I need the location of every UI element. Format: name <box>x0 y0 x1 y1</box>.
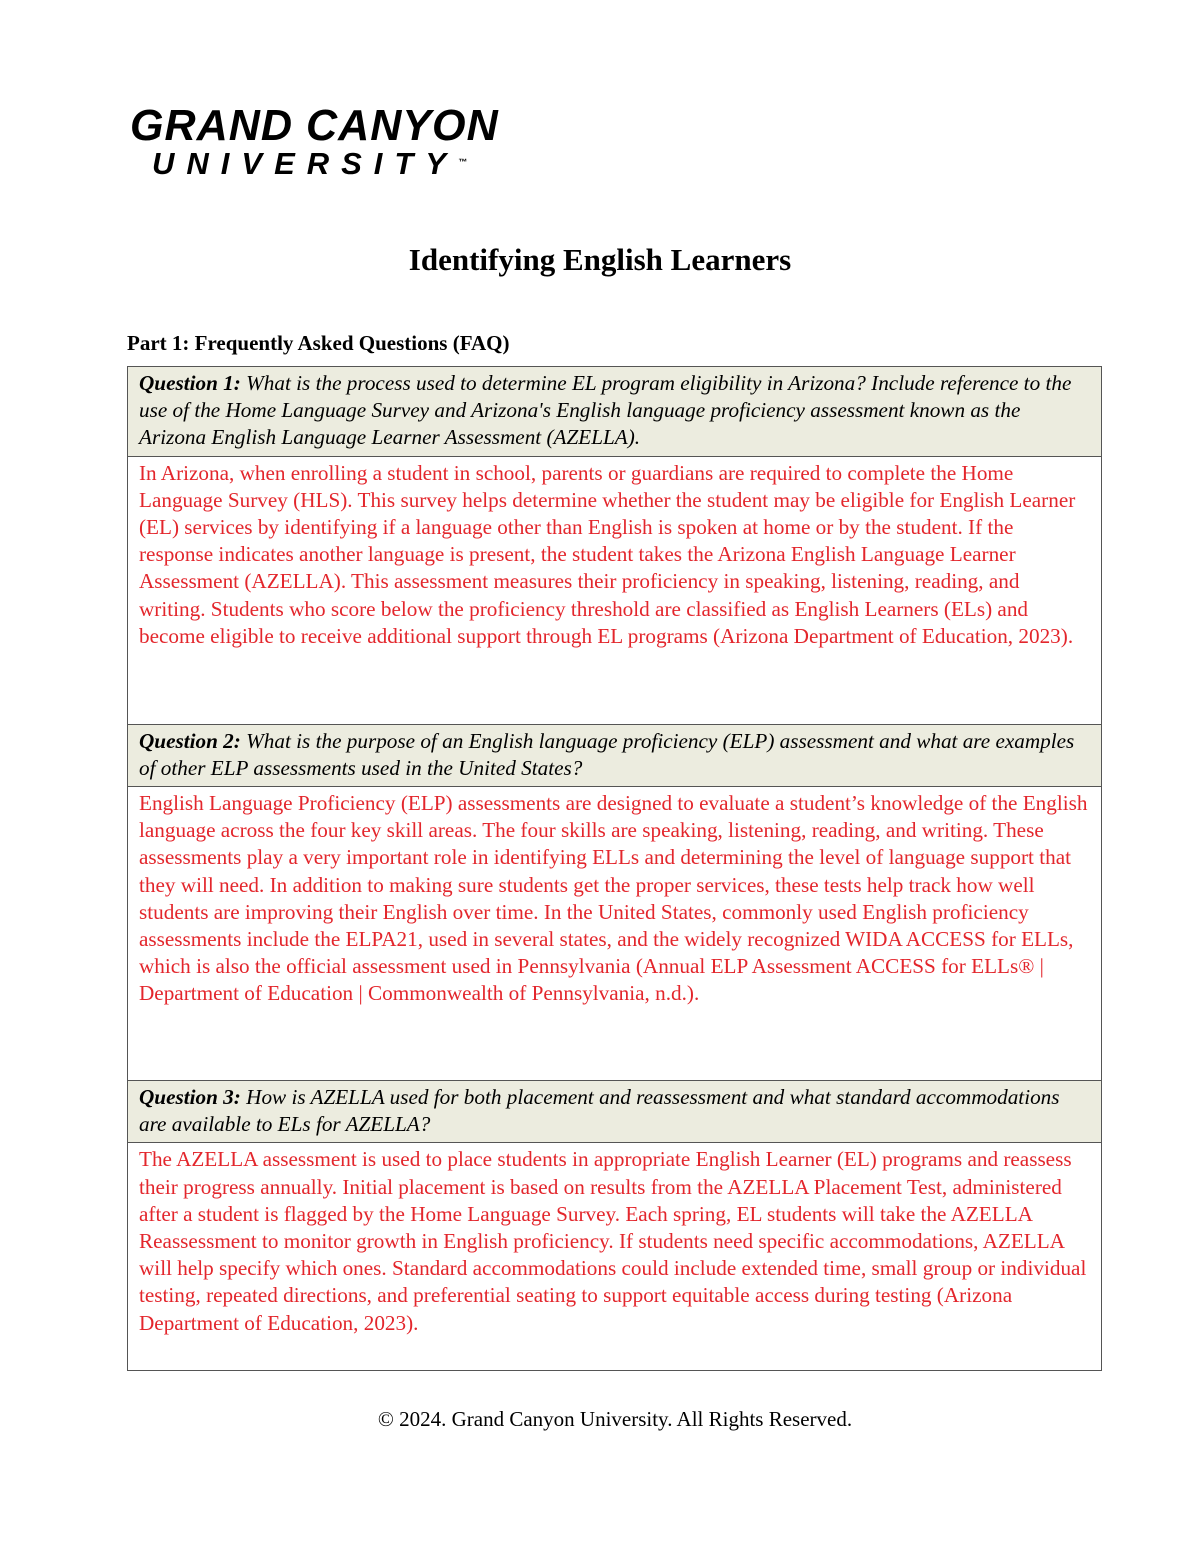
answer-row <box>128 456 1102 724</box>
logo-wordmark-line1: GRAND CANYON <box>130 101 499 150</box>
part-heading: Part 1: Frequently Asked Questions (FAQ) <box>127 331 510 355</box>
question-row <box>128 724 1102 786</box>
university-logo <box>130 101 499 183</box>
logo-wordmark-line2 <box>152 147 467 181</box>
question-2-label: Question 2: <box>139 728 241 753</box>
question-row <box>128 367 1102 457</box>
answer-1-text: In Arizona, when enrolling a student in school, parents or guardians are required to complete the Home Language Survey (HLS). This survey helps determine whether the student may be eligible for English Learner (EL) services by identifying if a language other than English is spoken at home or by the student. If the response indicates another language is present, the student takes the Arizona English Language Learner Assessment (AZELLA). This assessment measures their proficiency in speaking, listening, reading, and writing. Students who score below the proficiency threshold are classified as English Learners (ELs) and become eligible to receive additional support through EL programs (Arizona Department of Education, 2023). <box>139 460 1076 648</box>
question-2-cell <box>128 724 1102 786</box>
question-1-text: What is the process used to determine EL program eligibility in Arizona? Include reference to the use of the Home Language Survey and Arizona's English language proficiency assessment known as the Arizona English Language Learner Assessment (AZELLA). <box>139 371 1072 450</box>
answer-row <box>128 1143 1102 1371</box>
question-3-text: How is AZELLA used for both placement and reassessment and what standard accommodations are available to ELs for AZELLA? <box>139 1085 1060 1137</box>
faq-table <box>127 366 1102 1371</box>
question-1-label: Question 1: <box>139 371 241 395</box>
logo-wordmark-university: UNIVERSITY <box>152 146 459 181</box>
question-1-cell <box>128 367 1102 457</box>
answer-3-cell <box>128 1143 1102 1371</box>
answer-row <box>128 787 1102 1081</box>
question-2-text: What is the purpose of an English language proficiency (ELP) assessment and what are examples of other ELP assessments used in the United States? <box>139 728 1075 780</box>
logo-trademark: ™ <box>458 157 468 167</box>
copyright-footer: © 2024. Grand Canyon University. All Rights Reserved. <box>377 1407 853 1431</box>
answer-1-cell <box>128 456 1102 724</box>
question-row <box>128 1081 1102 1143</box>
answer-2-text: English Language Proficiency (ELP) assessments are designed to evaluate a student’s knowledge of the English language across the four key skill areas. The four skills are speaking, listening, reading, and writing. These assessments play a very important role in identifying ELLs and determining the level of language support that they will need. In addition to making sure students get the proper services, these tests help track how well students are improving their English over time. In the United States, commonly used English proficiency assessments include the ELPA21, used in several states, and the widely recognized WIDA ACCESS for ELLs, which is also the official assessment used in Pennsylvania (Annual ELP Assessment ACCESS for ELLs® | Department of Education | Commonwealth of Pennsylvania, n.d.). <box>139 791 1088 1006</box>
answer-3-text: The AZELLA assessment is used to place students in appropriate English Learner (EL) programs and reassess their progress annually. Initial placement is based on results from the AZELLA Placement Test, administered after a student is flagged by the Home Language Survey. Each spring, EL students will take the AZELLA Reassessment to monitor growth in English proficiency. If students need specific accommodations, AZELLA will help specify which ones. Standard accommodations could include extended time, small group or individual testing, repeated directions, and preferential seating to support equitable access during testing (Arizona Department of Education, 2023). <box>139 1147 1087 1335</box>
question-3-cell <box>128 1081 1102 1143</box>
question-3-label: Question 3: <box>139 1085 241 1110</box>
document-title: Identifying English Learners <box>408 242 792 277</box>
answer-2-cell <box>128 787 1102 1081</box>
